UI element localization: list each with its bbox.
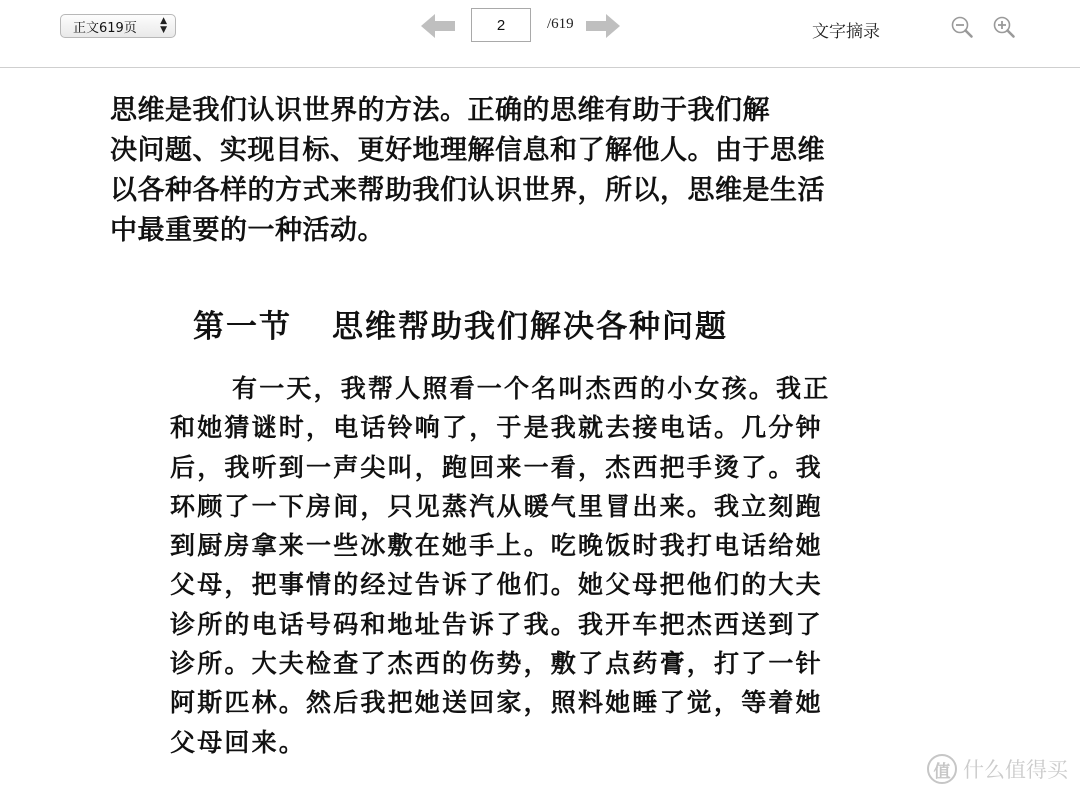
next-page-arrow-icon[interactable] — [586, 14, 620, 38]
watermark-logo-icon: 值 — [927, 754, 957, 784]
watermark-text: 什么值得买 — [963, 758, 1068, 782]
intro-line: 决问题、实现目标、更好地理解信息和了解他人。由于思维 — [110, 135, 825, 166]
body-line: 诊所。大夫检查了杰西的伤势，敷了点药膏，打了一针 — [170, 649, 823, 679]
body-line: 和她猜谜时，电话铃响了，于是我就去接电话。几分钟 — [170, 413, 823, 443]
section-title: 思维帮助我们解决各种问题 — [332, 309, 728, 345]
zoom-in-icon[interactable] — [992, 15, 1016, 39]
intro-line: 中最重要的一种活动。 — [110, 215, 385, 246]
body-line: 诊所的电话号码和地址告诉了我。我开车把杰西送到了 — [170, 609, 823, 639]
body-line: 后，我听到一声尖叫，跑回来一看，杰西把手烫了。我 — [170, 452, 823, 482]
body-line: 父母回来。 — [170, 727, 307, 757]
section-heading — [193, 301, 728, 346]
extract-text-button[interactable]: 文字摘录 — [812, 22, 880, 42]
intro-paragraph — [110, 91, 910, 251]
select-up-icon: ▲ — [160, 16, 167, 26]
total-pages: /619 — [547, 16, 574, 32]
prev-page-arrow-icon[interactable] — [421, 14, 455, 38]
body-line: 环顾了一下房间，只见蒸汽从暖气里冒出来。我立刻跑 — [170, 491, 823, 521]
body-paragraph — [170, 369, 910, 762]
intro-line: 以各种各样的方式来帮助我们认识世界，所以，思维是生活 — [110, 175, 825, 206]
section-select-value: 正文619页 — [73, 20, 137, 36]
watermark — [927, 754, 1068, 784]
page-number-input[interactable] — [471, 8, 531, 42]
select-arrows-icon — [160, 17, 167, 35]
body-line: 父母，把事情的经过告诉了他们。她父母把他们的大夫 — [170, 570, 823, 600]
body-line: 有一天，我帮人照看一个名叫杰西的小女孩。我正 — [232, 374, 831, 403]
body-line: 到厨房拿来一些冰敷在她手上。吃晚饭时我打电话给她 — [170, 531, 823, 561]
section-select[interactable] — [60, 14, 176, 38]
reader-toolbar — [0, 0, 1080, 68]
zoom-out-icon[interactable] — [950, 15, 974, 39]
book-page — [0, 69, 1080, 794]
intro-line: 思维是我们认识世界的方法。正确的思维有助于我们解 — [110, 95, 770, 126]
body-line: 阿斯匹林。然后我把她送回家，照料她睡了觉，等着她 — [170, 688, 823, 718]
section-number: 第一节 — [193, 309, 292, 345]
select-down-icon: ▼ — [160, 25, 167, 35]
